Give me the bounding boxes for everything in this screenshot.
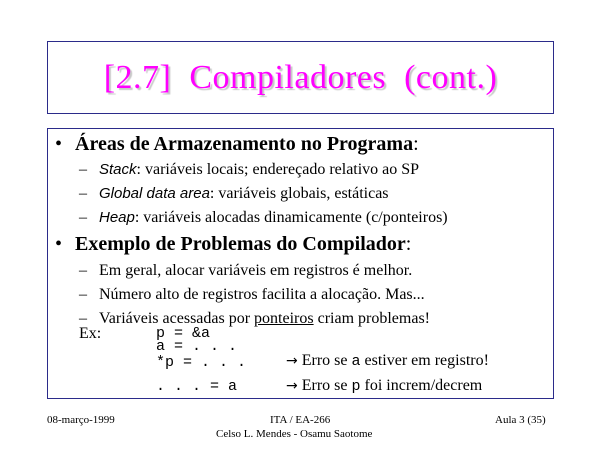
dash-icon: – xyxy=(79,161,87,178)
code-line: . . . = a xyxy=(156,378,238,395)
slide-title: [2.7] Compiladores (cont.) xyxy=(103,58,498,96)
dash-icon: – xyxy=(79,262,87,279)
footer-date: 08-março-1999 xyxy=(47,414,115,426)
right-arrow-icon: → xyxy=(286,353,298,369)
note-register: → Erro se a estiver em registro! xyxy=(286,352,489,370)
content-box xyxy=(47,128,554,399)
dash-icon: – xyxy=(79,310,87,327)
note-increment: → Erro se p foi increm/decrem xyxy=(286,377,483,395)
example-label: Ex: xyxy=(79,325,102,342)
footer-org: ITA / EA-266 xyxy=(270,414,331,426)
code-line: a = . . . xyxy=(156,338,238,355)
section2-item: Número alto de registros facilita a alocação. Mas... xyxy=(99,286,425,303)
dash-icon: – xyxy=(79,286,87,303)
bullet-icon: • xyxy=(55,233,63,255)
dash-icon: – xyxy=(79,209,87,226)
section2-item: Em geral, alocar variáveis em registros é melhor. xyxy=(99,262,413,279)
section1-heading: Áreas de Armazenamento no Programa: xyxy=(75,133,419,155)
footer-page: Aula 3 (35) xyxy=(495,414,546,426)
section1-item-heap: Heap: variáveis alocadas dinamicamente (c/ponteiros) xyxy=(99,209,448,226)
dash-icon: – xyxy=(79,185,87,202)
title-box xyxy=(47,41,554,114)
footer-authors: Celso L. Mendes - Osamu Saotome xyxy=(216,428,373,440)
bullet-icon: • xyxy=(55,133,63,155)
section2-heading: Exemplo de Problemas do Compilador: xyxy=(75,233,412,255)
right-arrow-icon: → xyxy=(286,378,298,394)
code-line: p = &a xyxy=(156,325,211,342)
section2-item-pointers: Variáveis acessadas por ponteiros criam problemas! xyxy=(99,310,430,327)
section1-item-global: Global data area: variáveis globais, estáticas xyxy=(99,185,389,202)
section1-item-stack: Stack: variáveis locais; endereçado relativo ao SP xyxy=(99,161,420,178)
code-line: *p = . . . xyxy=(156,354,247,371)
